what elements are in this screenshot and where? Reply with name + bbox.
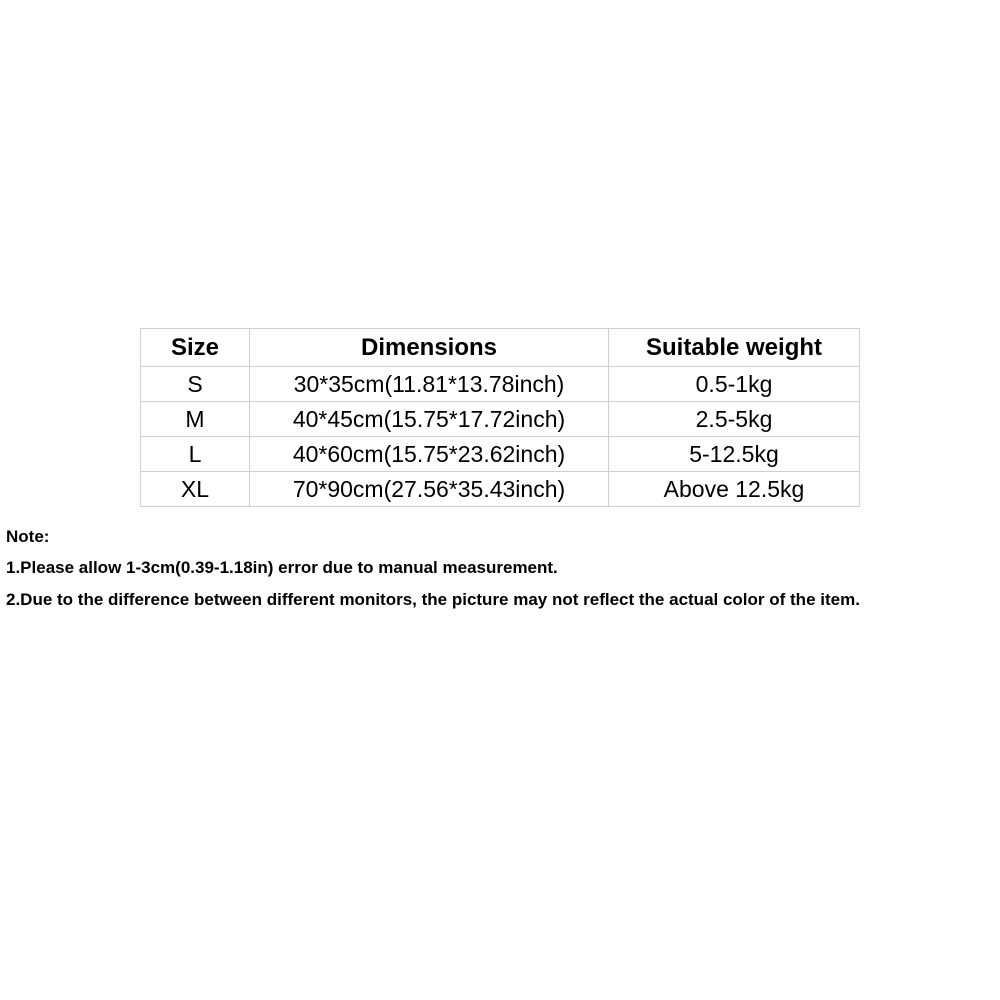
table-header-row	[141, 329, 860, 367]
table-header	[141, 329, 860, 367]
cell-dimensions: 30*35cm(11.81*13.78inch)	[250, 367, 609, 402]
table-row	[141, 402, 860, 437]
note-line-1: 1.Please allow 1-3cm(0.39-1.18in) error due to manual measurement.	[6, 558, 558, 577]
cell-dimensions: 40*45cm(15.75*17.72inch)	[250, 402, 609, 437]
notes-section	[6, 522, 996, 616]
table-row	[141, 472, 860, 507]
cell-size: M	[141, 402, 250, 437]
size-chart-table	[140, 328, 860, 507]
column-header-dimensions: Dimensions	[250, 329, 609, 367]
column-header-size: Size	[141, 329, 250, 367]
cell-size: L	[141, 437, 250, 472]
note-line-2: 2.Due to the difference between different monitors, the picture may not reflect the actual color of the item.	[6, 590, 860, 609]
column-header-suitable-weight: Suitable weight	[609, 329, 860, 367]
table-body	[141, 367, 860, 507]
cell-weight: 5-12.5kg	[609, 437, 860, 472]
cell-dimensions: 70*90cm(27.56*35.43inch)	[250, 472, 609, 507]
cell-size: XL	[141, 472, 250, 507]
cell-size: S	[141, 367, 250, 402]
notes-title: Note:	[6, 527, 50, 546]
cell-weight: 0.5-1kg	[609, 367, 860, 402]
cell-weight: 2.5-5kg	[609, 402, 860, 437]
table-row	[141, 437, 860, 472]
cell-weight: Above 12.5kg	[609, 472, 860, 507]
cell-dimensions: 40*60cm(15.75*23.62inch)	[250, 437, 609, 472]
table-row	[141, 367, 860, 402]
